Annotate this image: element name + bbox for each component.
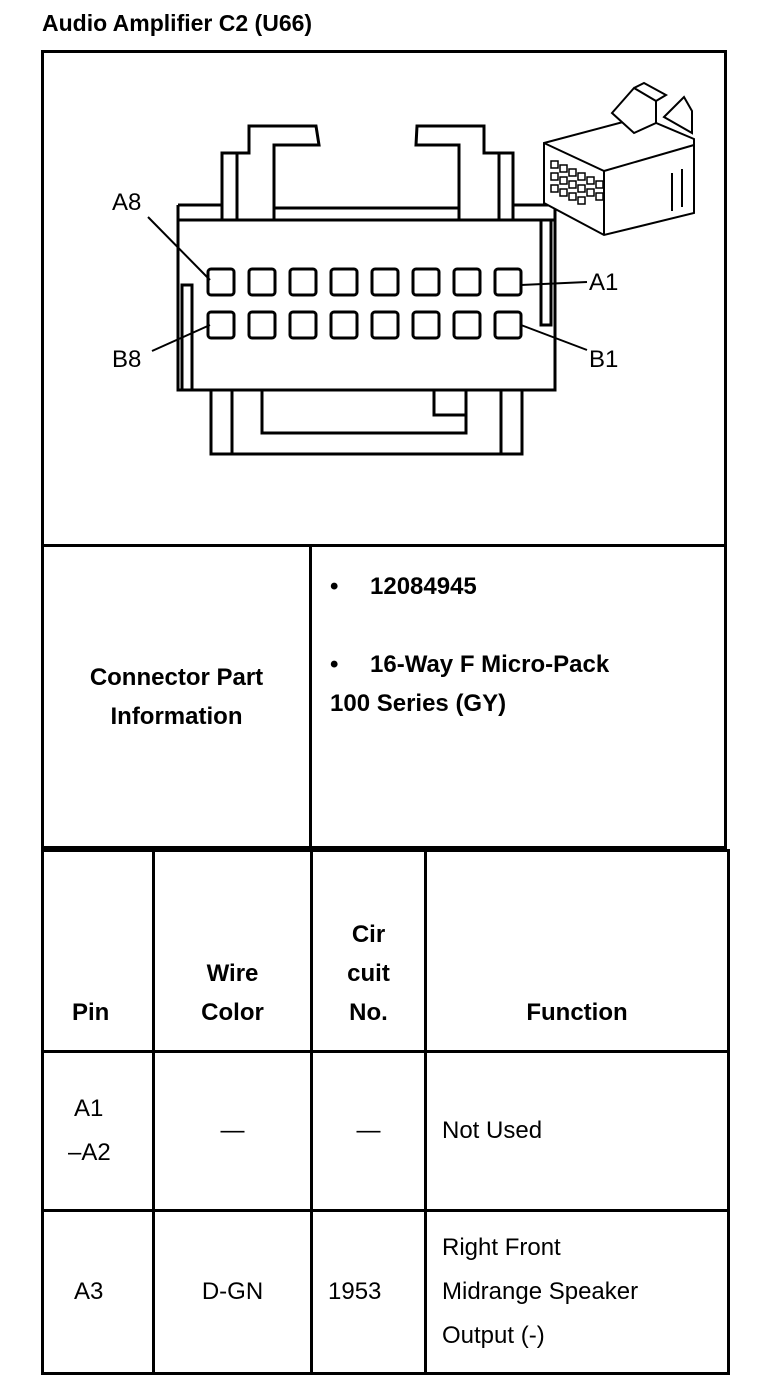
- cell-wire-color: D-GN: [154, 1211, 312, 1374]
- bottom-skirt: [211, 390, 522, 454]
- table-row: [43, 1211, 729, 1374]
- table-row: [43, 1052, 729, 1211]
- cell-function: [426, 1211, 729, 1374]
- header-wire-color-line1: Wire: [206, 960, 259, 987]
- cell-function-line3: Output (-): [442, 1322, 545, 1349]
- cell-pin-line1: A1: [74, 1095, 104, 1122]
- header-circuit: [312, 851, 426, 1052]
- table-header-row: [43, 851, 729, 1052]
- label-b8: B8: [112, 346, 142, 373]
- page-title: Audio Amplifier C2 (U66): [42, 10, 313, 36]
- label-a1: A1: [589, 269, 619, 296]
- header-wire-color: [154, 851, 312, 1052]
- bullet-icon: •: [330, 573, 339, 600]
- connector-info-label-line1: Connector Part: [89, 663, 264, 691]
- pin-table: [41, 849, 730, 1375]
- header-circuit-line3: No.: [349, 999, 388, 1026]
- cell-circuit: 1953: [312, 1211, 426, 1374]
- header-wire-color-line2: Color: [201, 999, 264, 1026]
- label-b1: B1: [589, 346, 619, 373]
- cell-wire-color: —: [154, 1052, 312, 1211]
- connector-thumbnail: [544, 83, 694, 235]
- cell-circuit: —: [312, 1052, 426, 1211]
- cell-function-line2: Midrange Speaker: [442, 1278, 639, 1305]
- connector-part-information: [41, 544, 727, 849]
- connector-info-label-line2: Information: [110, 702, 243, 730]
- connector-info-values: [330, 567, 710, 723]
- part-number-line: [330, 567, 710, 606]
- bullet-icon: •: [330, 651, 339, 678]
- connector-body: [178, 220, 555, 390]
- header-circuit-line2: cuit: [347, 960, 390, 987]
- part-number: 12084945: [370, 573, 477, 600]
- label-a8: A8: [112, 189, 142, 216]
- connector-diagram: [44, 53, 727, 544]
- cell-pin: [43, 1052, 154, 1211]
- header-function: Function: [426, 851, 729, 1052]
- description-line: [330, 645, 710, 684]
- connector-info-label: [44, 547, 312, 846]
- header-pin: Pin: [43, 851, 154, 1052]
- cell-function-line1: Right Front: [442, 1234, 561, 1261]
- cell-pin-line2: –A2: [68, 1139, 111, 1166]
- description-line1: 16-Way F Micro-Pack: [370, 651, 610, 678]
- description-line2: 100 Series (GY): [330, 690, 507, 717]
- cell-function: Not Used: [426, 1052, 729, 1211]
- header-circuit-line1: Cir: [351, 921, 386, 948]
- cell-pin: A3: [43, 1211, 154, 1374]
